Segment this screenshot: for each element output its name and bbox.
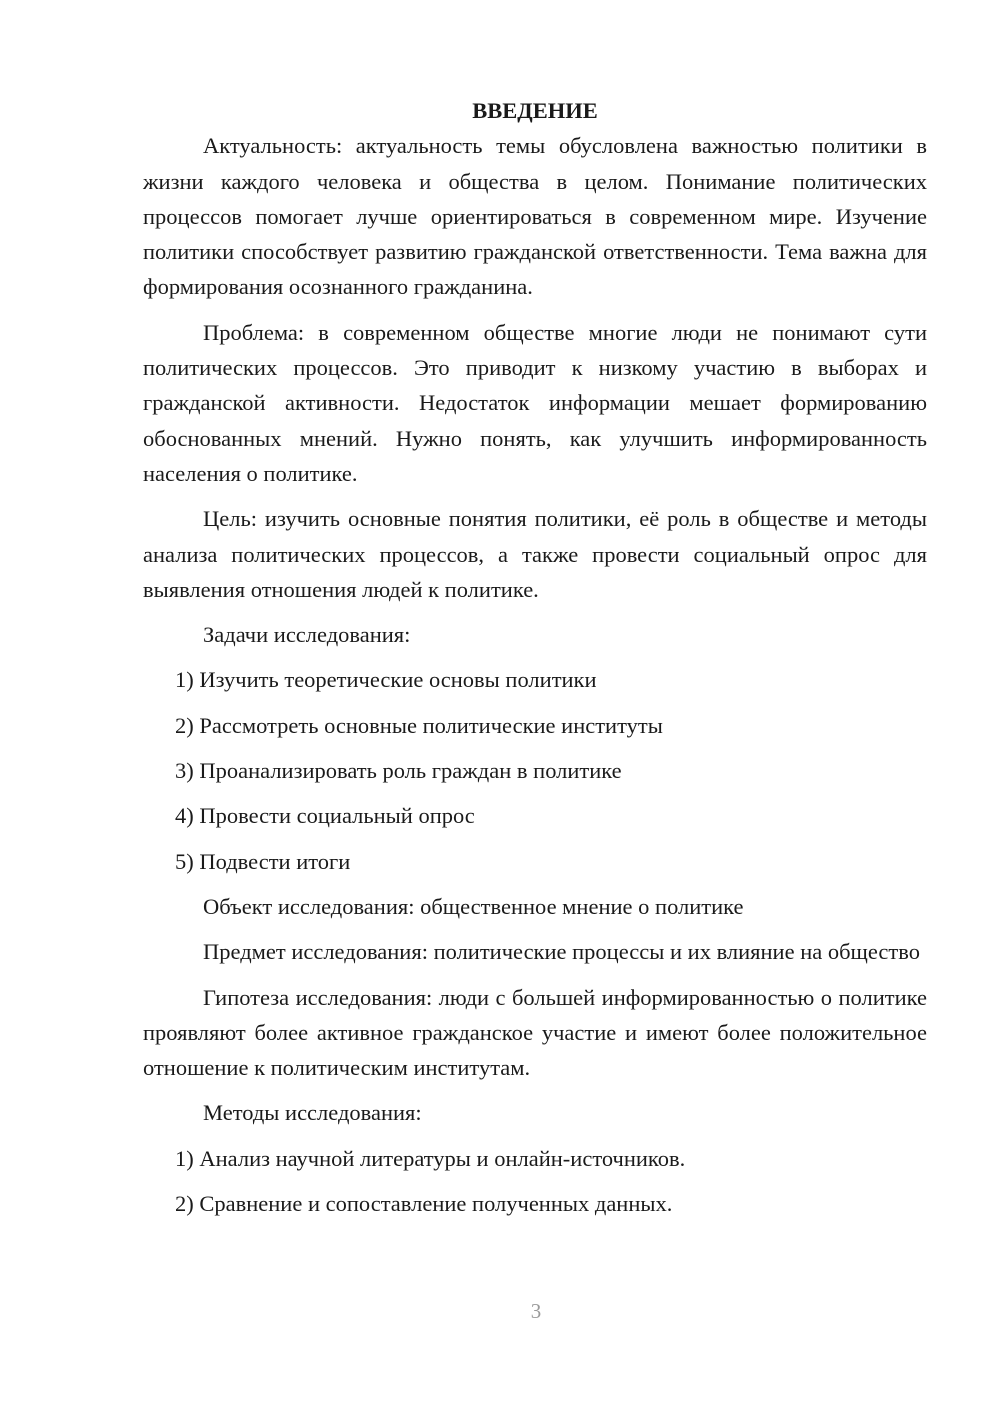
paragraph-problem: Проблема: в современном обществе многие люди не понимают сути политических процессов. Это приводит к низкому участию в выборах и гражданской активности. Недостаток информации мешает формированию обоснованных мнений. Нужно понять, как улучшить информированность населения о политике. xyxy=(143,319,927,486)
paragraph-hypothesis: Гипотеза исследования: люди с большей информированностью о политике проявляют более активное гражданское участие и имеют более положительное отношение к политическим институтам. xyxy=(143,984,927,1081)
methods-heading: Методы исследования: xyxy=(203,1100,422,1126)
page-content xyxy=(143,93,927,1221)
task-item-5: 5) Подвести итоги xyxy=(175,848,351,874)
task-item-1: 1) Изучить теоретические основы политики xyxy=(175,667,597,693)
paragraph-relevance: Актуальность: актуальность темы обусловлена важностью политики в жизни каждого человека и общества в целом. Понимание политических процессов помогает лучше ориентироваться в современном мире. Изучение политики способствует развитию гражданской ответственности. Тема важна для формирования осознанного гражданина. xyxy=(143,133,927,300)
paragraph-object: Объект исследования: общественное мнение о политике xyxy=(203,893,744,919)
tasks-heading: Задачи исследования: xyxy=(203,622,411,648)
task-item-4: 4) Провести социальный опрос xyxy=(175,803,475,829)
task-item-2: 2) Рассмотреть основные политические институты xyxy=(175,712,663,738)
page-number: 3 xyxy=(530,1299,542,1323)
paragraph-subject: Предмет исследования: политические процессы и их влияние на общество xyxy=(203,939,920,965)
task-item-3: 3) Проанализировать роль граждан в политике xyxy=(175,758,622,784)
section-title: ВВЕДЕНИЕ xyxy=(472,98,598,123)
paragraph-goal: Цель: изучить основные понятия политики, её роль в обществе и методы анализа политических процессов, а также провести социальный опрос для выявления отношения людей к политике. xyxy=(143,506,927,602)
method-item-1: 1) Анализ научной литературы и онлайн-источников. xyxy=(175,1145,686,1171)
method-item-2: 2) Сравнение и сопоставление полученных данных. xyxy=(175,1191,673,1217)
